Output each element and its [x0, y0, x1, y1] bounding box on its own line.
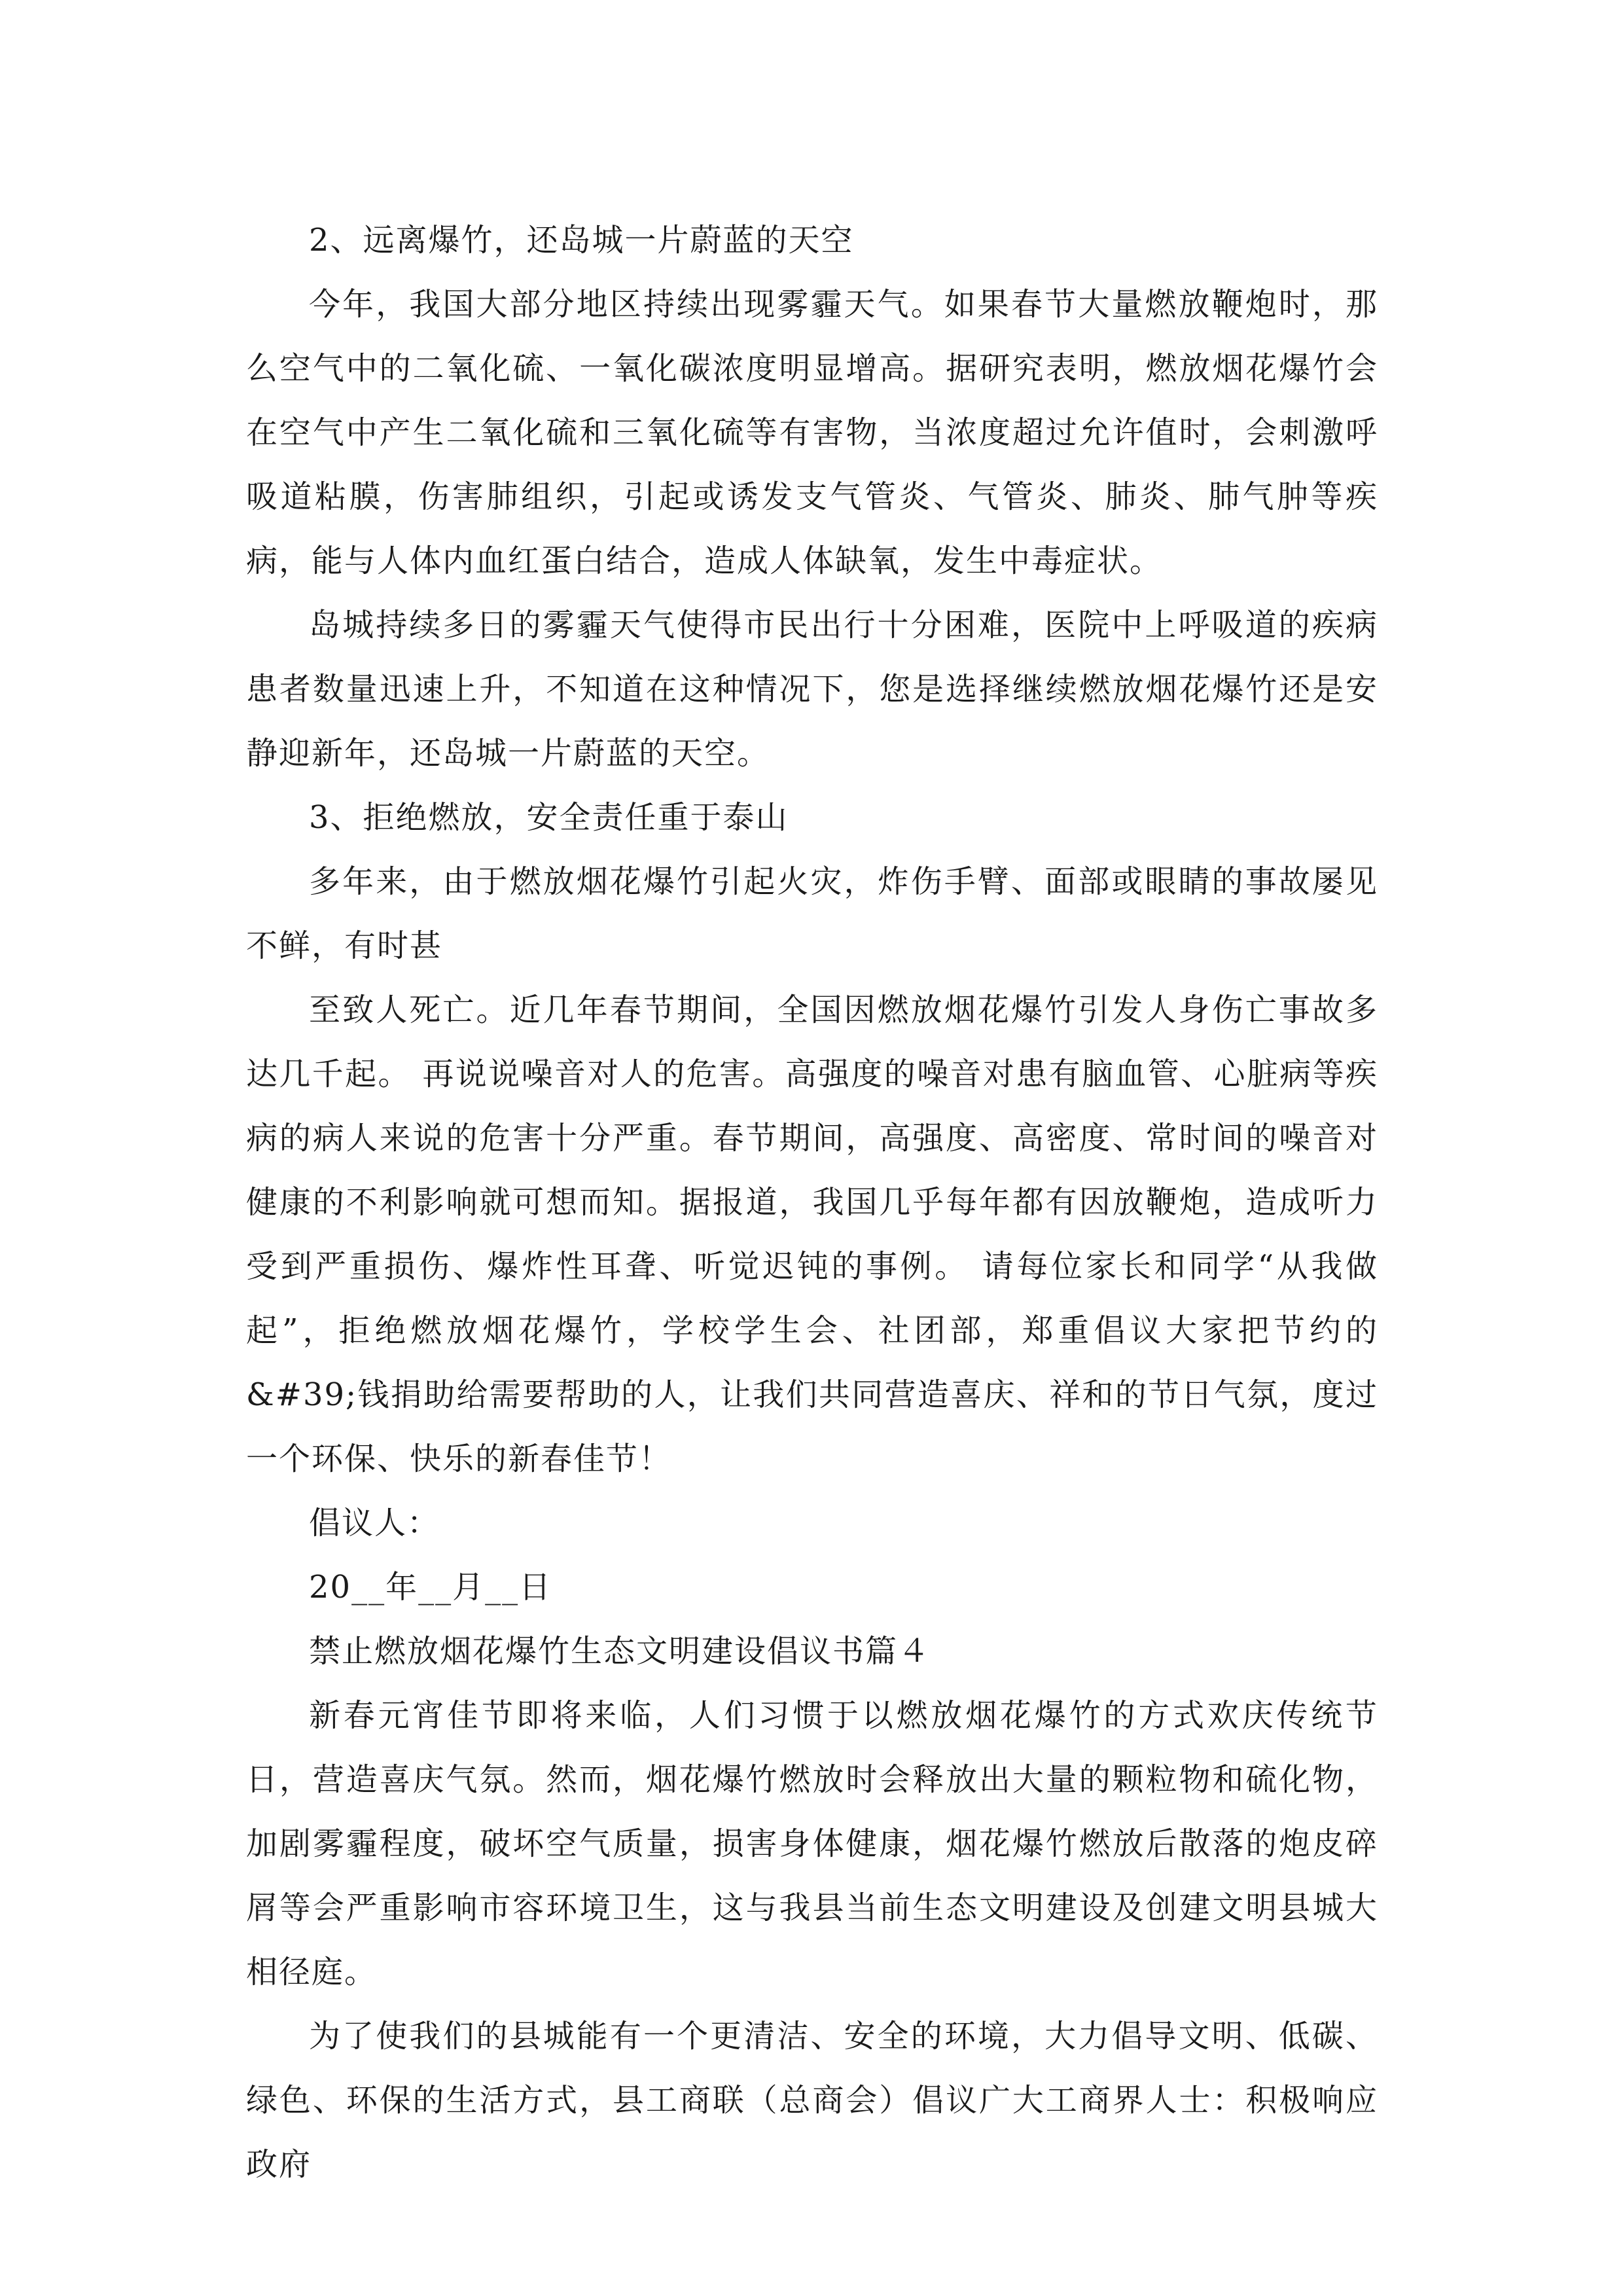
article-title: 禁止燃放烟花爆竹生态文明建设倡议书篇４: [309, 1633, 931, 1670]
date-line: 20__年__月__日: [309, 1569, 552, 1605]
signature-label: 倡议人：: [309, 1505, 440, 1541]
body-paragraph: 新春元宵佳节即将来临，人们习惯于以燃放烟花爆竹的方式欢庆传统节日，营造喜庆气氛。然而，烟花爆竹燃放时会释放出大量的颗粒物和硫化物，加剧雾霾程度，破坏空气质量，损害身体健康，烟花爆竹燃放后散落的炮皮碎屑等会严重影响市容环境卫生，这与我县当前生态文明建设及创建文明县城大相径庭。: [246, 1697, 1378, 1990]
body-paragraph: 今年，我国大部分地区持续出现雾霾天气。如果春节大量燃放鞭炮时，那么空气中的二氧化硫、一氧化碳浓度明显增高。据研究表明，燃放烟花爆竹会在空气中产生二氧化硫和三氧化硫等有害物，当浓度超过允许值时，会刺激呼吸道粘膜，伤害肺组织，引起或诱发支气管炎、气管炎、肺炎、肺气肿等疾病，能与人体内血红蛋白结合，造成人体缺氧，发生中毒症状。: [246, 286, 1378, 579]
body-paragraph: 岛城持续多日的雾霾天气使得市民出行十分困难，医院中上呼吸道的疾病患者数量迅速上升，不知道在这种情况下，您是选择继续燃放烟花爆竹还是安静迎新年，还岛城一片蔚蓝的天空。: [246, 607, 1378, 772]
body-paragraph: 至致人死亡。近几年春节期间，全国因燃放烟花爆竹引发人身伤亡事故多达几千起。 再说说噪音对人的危害。高强度的噪音对患有脑血管、心脏病等疾病的病人来说的危害十分严重。春节期间，高强度、高密度、常时间的噪音对健康的不利影响就可想而知。据报道，我国几乎每年都有因放鞭炮，造成听力受到严重损伤、爆炸性耳聋、听觉迟钝的事例。 请每位家长和同学“从我做起”，拒绝燃放烟花爆竹，学校学生会、社团部，郑重倡议大家把节约的&#39;钱捐助给需要帮助的人，让我们共同营造喜庆、祥和的节日气氛，度过一个环保、快乐的新春佳节！: [246, 992, 1378, 1477]
body-paragraph: 多年来，由于燃放烟花爆竹引起火灾，炸伤手臂、面部或眼睛的事故屡见不鲜，有时甚: [246, 863, 1378, 964]
body-paragraph: 为了使我们的县城能有一个更清洁、安全的环境，大力倡导文明、低碳、绿色、环保的生活方式，县工商联（总商会）倡议广大工商界人士：积极响应政府: [246, 2018, 1378, 2183]
section-heading-2: 2、远离爆竹，还岛城一片蔚蓝的天空: [309, 222, 854, 259]
section-heading-3: 3、拒绝燃放，安全责任重于泰山: [309, 799, 789, 836]
document-body: [246, 208, 1378, 2197]
